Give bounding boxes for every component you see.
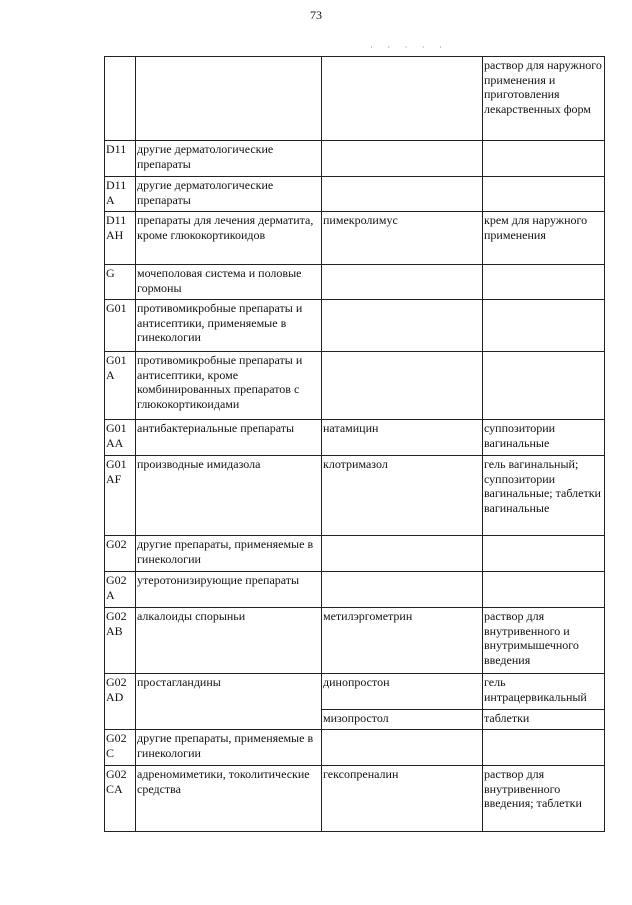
dosage-form-cell [483, 141, 605, 177]
inn-cell: гексопреналин [322, 766, 483, 832]
inn-cell: пимекролимус [322, 212, 483, 265]
group-name-cell: другие препараты, применяемые в гинекологии [136, 536, 322, 572]
dosage-form-cell: гель интрацервикальный [483, 674, 605, 710]
inn-cell [322, 265, 483, 300]
dosage-form-cell: раствор для наружного применения и приготовления лекарственных форм [483, 57, 605, 141]
inn-cell: натамицин [322, 420, 483, 456]
table-row [105, 420, 605, 456]
table-row [105, 572, 605, 608]
group-name-cell: препараты для лечения дерматита, кроме глюкокортикоидов [136, 212, 322, 265]
table-row [105, 456, 605, 536]
dosage-form-cell [483, 300, 605, 352]
group-name-cell: другие дерматологические препараты [136, 177, 322, 212]
inn-cell [322, 352, 483, 420]
group-name-cell [136, 57, 322, 141]
table-row [105, 730, 605, 766]
group-name-cell: адреномиметики, токолитические средства [136, 766, 322, 832]
table-row [105, 300, 605, 352]
inn-cell: клотримазол [322, 456, 483, 536]
atc-code-cell: G [105, 265, 136, 300]
group-name-cell: противомикробные препараты и антисептики, применяемые в гинекологии [136, 300, 322, 352]
dosage-form-cell: гель вагинальный; суппозитории вагинальные; таблетки вагинальные [483, 456, 605, 536]
atc-code-cell: G02 C [105, 730, 136, 766]
drug-table [104, 56, 605, 832]
table-row [105, 352, 605, 420]
group-name-cell: производные имидазола [136, 456, 322, 536]
atc-code-cell: G01 A [105, 352, 136, 420]
atc-code-cell: G01 AF [105, 456, 136, 536]
inn-cell [322, 57, 483, 141]
table-row [105, 141, 605, 177]
dosage-form-cell [483, 730, 605, 766]
dosage-form-cell: таблетки [483, 710, 605, 730]
group-name-cell: утеротонизирующие препараты [136, 572, 322, 608]
dosage-form-cell [483, 177, 605, 212]
atc-code-cell: G02 AB [105, 608, 136, 674]
dosage-form-cell [483, 352, 605, 420]
table-row [105, 177, 605, 212]
table-row [105, 674, 605, 710]
table-row [105, 536, 605, 572]
inn-cell [322, 177, 483, 212]
atc-code-cell: G02 [105, 536, 136, 572]
atc-code-cell [105, 57, 136, 141]
inn-cell: метилэргометрин [322, 608, 483, 674]
atc-code-cell: G01 [105, 300, 136, 352]
inn-cell [322, 730, 483, 766]
atc-code-cell: D11 A [105, 177, 136, 212]
dosage-form-cell [483, 536, 605, 572]
group-name-cell: антибактериальные препараты [136, 420, 322, 456]
inn-cell: динопростон [322, 674, 483, 710]
table-row [105, 212, 605, 265]
atc-code-cell: G01 AA [105, 420, 136, 456]
atc-code-cell: G02 CA [105, 766, 136, 832]
atc-code-cell: G02 A [105, 572, 136, 608]
inn-cell [322, 536, 483, 572]
page-number: 73 [310, 8, 322, 22]
table-row [105, 766, 605, 832]
inn-cell [322, 572, 483, 608]
inn-cell [322, 141, 483, 177]
inn-cell: мизопростол [322, 710, 483, 730]
dosage-form-cell [483, 572, 605, 608]
dosage-form-cell [483, 265, 605, 300]
atc-code-cell: G02 AD [105, 674, 136, 730]
group-name-cell: мочеполовая система и половые гормоны [136, 265, 322, 300]
group-name-cell: простагландины [136, 674, 322, 730]
group-name-cell: алкалоиды спорыньи [136, 608, 322, 674]
dosage-form-cell: суппозитории вагинальные [483, 420, 605, 456]
table-row [105, 265, 605, 300]
dosage-form-cell: раствор для внутривенного введения; таблетки [483, 766, 605, 832]
dosage-form-cell: крем для наружного применения [483, 212, 605, 265]
group-name-cell: противомикробные препараты и антисептики, кроме комбинированных препаратов с глюкокортикоидами [136, 352, 322, 420]
scan-artifact: · · · · · [370, 42, 448, 52]
inn-cell [322, 300, 483, 352]
group-name-cell: другие препараты, применяемые в гинекологии [136, 730, 322, 766]
atc-code-cell: D11 [105, 141, 136, 177]
table-row [105, 57, 605, 141]
group-name-cell: другие дерматологические препараты [136, 141, 322, 177]
dosage-form-cell: раствор для внутривенного и внутримышечного введения [483, 608, 605, 674]
table-row [105, 608, 605, 674]
atc-code-cell: D11 AH [105, 212, 136, 265]
